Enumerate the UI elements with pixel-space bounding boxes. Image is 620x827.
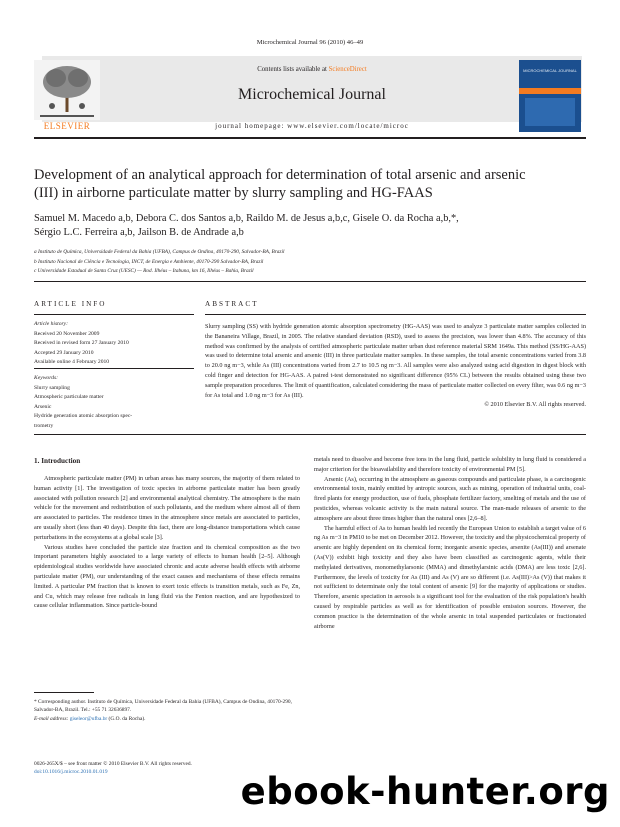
body-paragraph: Arsenic (As), occurring in the atmosphere as gaseous compounds and particulate phase, is a carcinogenic environmental toxin, mainly emitted by antropic sources, such as mining, operation of industrial units, coal-fired plants for energy production, use of fuels, phosphate fertilizer factory, smelting of metals and the use of pesticides, whereas volcanic activity is the main natural source. The man-made releases of arsenic to the atmosphere are about three times higher than the natural ones [2,6–8]. (314, 475, 586, 522)
section-rule (34, 281, 586, 282)
affiliation-b: b Instituto Nacional de Ciência e Tecnologia, INCT, de Energia e Ambiente, 40170-290 Salvador-BA, Brazil (34, 258, 264, 265)
authors-line-1: Samuel M. Macedo a,b, Debora C. dos Santos a,b, Raildo M. de Jesus a,b,c, Gisele O. da Rocha a,b,*, (34, 213, 459, 224)
contents-prefix: Contents lists available at (257, 66, 329, 73)
keyword: Atmospheric particulate matter (34, 394, 104, 400)
contents-line (42, 66, 582, 73)
history-item: Accepted 29 January 2010 (34, 349, 94, 356)
email-label: E-mail address: (34, 715, 70, 722)
affiliation-c: c Universidade Estadual de Santa Cruz (UESC) — Rod. Ilhéus – Itabuna, km 16, Ilhéus – Bahia, Brazil (34, 268, 254, 274)
cover-image (525, 98, 575, 126)
abstract-heading: ABSTRACT (205, 300, 259, 308)
watermark: ebook-hunter.org (240, 770, 610, 813)
cover-stripe (519, 88, 581, 94)
keyword: trometry (34, 422, 54, 429)
body-paragraph: Various studies have concluded the particle size fraction and its chemical composition as the two important parameters highly associated to a large variety of effects to human health [2–5]. Although epidemiological studies worldwide have associated chronic and acute adverse health effects with airborne particulate matter (PM), our understanding of the exact causes and mechanisms of these effects remains limited. A particular PM fraction that is known to exert toxic effects is transition metals, such as Fe, Zn, and Cu, which may release free radicals in lung fluid via the Fenton reaction, and are hypothesized to cause cellular inflammation. Since particle-bound (34, 543, 300, 610)
abstract-text: Slurry sampling (SS) with hydride generation atomic absorption spectrometry (HG-AAS) was used to analyze 3 particulate matter samples collected in the Bananeira Village, Brazil, in 2005. The relative standard deviation (RSD), used to assess the precision, was lower than 4.8%. The accuracy of this method was confirmed by the analysis of certified atmospheric particulate matter urban dust reference material SRM 1649a. This method (SS/HG-AAS) was used to determine total arsenic and arsenic (III) in three particulate matter samples. In these samples, the total arsenic concentrations varied from 3.8 to 20.0 ng m−3, while As (III) concentrations varied from 2.7 to 10.5 ng m−3. All samples were also analyzed using acid digestion in digest block with cold finger and detection for HG-AAS. A paired t-test demonstrated no significant difference (95% CL) between the results obtained using these two sample preparation procedures. The limit of quantification, calculated considering the mass of particulate matter collected on every filter, was 0.6 ng m−3 for As total and 1.0 ng m−3 for As (III). (205, 323, 586, 399)
footnote-rule (34, 692, 94, 693)
corresponding-author: * Corresponding author. Instituto de Química, Universidade Federal da Bahia (UFBA), Campus de Ondina, 40170-290, Salvador-BA, Brazil. Tel.: +55 71 32636897. (34, 699, 292, 714)
affiliations (34, 248, 586, 277)
body-paragraph: metals need to dissolve and become free ions in the lung fluid, particle solubility in lung fluid is considered a major criterion for the bioavailability and therefore toxicity of environmental PM [5]. (314, 456, 586, 473)
article-info-heading: ARTICLE INFO (34, 300, 107, 308)
keywords-label: Keywords: (34, 375, 59, 381)
abstract-rule-bottom (34, 434, 586, 435)
doi-link[interactable]: doi:10.1016/j.microc.2010.01.019 (34, 769, 108, 776)
title-line-1: Development of an analytical approach for determination of total arsenic and arsenic (34, 167, 526, 183)
email-link[interactable]: giseleor@ufba.br (69, 715, 108, 722)
section-heading: 1. Introduction (34, 457, 81, 465)
body-right-column (314, 455, 586, 631)
abstract-rule-top (205, 314, 586, 315)
journal-cover-thumbnail (519, 60, 581, 132)
title-line-2: (III) in airborne particulate matter by slurry sampling and HG-FAAS (34, 185, 433, 201)
issn-line: 0026-265X/$ – see front matter © 2010 Elsevier B.V. All rights reserved. (34, 761, 192, 767)
journal-homepage[interactable]: journal homepage: www.elsevier.com/locate/microc (215, 122, 409, 130)
body-left-column (34, 474, 300, 611)
history-item: Received in revised form 27 January 2010 (34, 340, 129, 346)
keywords (34, 374, 194, 431)
sciencedirect-link[interactable]: ScienceDirect (328, 66, 367, 73)
abstract (205, 322, 586, 410)
header-rule (34, 137, 586, 139)
article-history (34, 320, 194, 368)
email-line (34, 715, 300, 723)
keywords-rule (34, 368, 194, 369)
email-suffix: (G.O. da Rocha). (107, 715, 146, 722)
authors-line-2: Sérgio L.C. Ferreira a,b, Jailson B. de Andrade a,b (34, 227, 244, 238)
history-item: Received 20 November 2009 (34, 330, 100, 337)
history-label: Article history: (34, 321, 69, 327)
publisher-name: ELSEVIER (43, 121, 91, 131)
keyword: Slurry sampling (34, 384, 70, 391)
keyword: Hydride generation atomic absorption spec- (34, 413, 133, 419)
abstract-copyright: © 2010 Elsevier B.V. All rights reserved. (484, 401, 586, 409)
article-title (34, 166, 586, 202)
author-list (34, 212, 586, 240)
history-item: Available online 4 February 2010 (34, 359, 110, 365)
body-paragraph: The harmful effect of As to human health led recently the European Union to establish a target value of 6 ng As m−3 in PM10 to be met on December 2012. However, the toxicity and the physicochemical property of arsenic are highly dependent on its chemical form; inorganic arsenic species, arsenite (As(III)) and arsenate (As(V)) exhibit high toxicity and they also have been classified as carcinogenic agents, while their methylated derivatives, monomethylarsonic (MMA) and dimethylarsinic acids (DMA) are less toxic [2,6]. Furthermore, the levels of toxicity for As (III) and As (V) are so different (i.e. As(III)>As (V)) that makes it not sufficient to determinate only the total content of arsenic [9] for the majority of applications or studies. Therefore, arsenic speciation in aerosols is a significant tool for the evaluation of the risk population's health caused by respirable particles as well as for identification of possible emission sources. However, the common practice is the determination of the whole arsenic in total suspended particulates or fractionated airborne (314, 524, 586, 630)
cover-title: MICROCHEMICAL JOURNAL (523, 68, 577, 73)
journal-name: Microchemical Journal (238, 86, 386, 103)
running-header: Microchemical Journal 96 (2010) 46–49 (256, 39, 364, 46)
keyword: Arsenic (34, 403, 52, 410)
body-paragraph: Atmospheric particulate matter (PM) in urban areas has many sources, the majority of them related to human activity [1]. The investigation of toxic species in airborne particulate matter has been greatly associated with pollution research [2] and environmental analytical chemistry. The atmosphere is the main vehicle for the movement and redistribution of such pollutants, and the medium where almost all of them are associated to particles. The residence times in the atmosphere since metals are associated to particles, are usually short (less than 40 days). Despite this fact, there are long-distance transportations which cause perturbations in the ecosystems at a global scale [3]. (34, 475, 300, 541)
footnote (34, 698, 300, 723)
article-info-rule (34, 314, 194, 315)
affiliation-a: a Instituto de Química, Universidade Federal da Bahia (UFBA), Campus de Ondina, 40170-290, Salvador-BA, Brazil (34, 249, 285, 255)
